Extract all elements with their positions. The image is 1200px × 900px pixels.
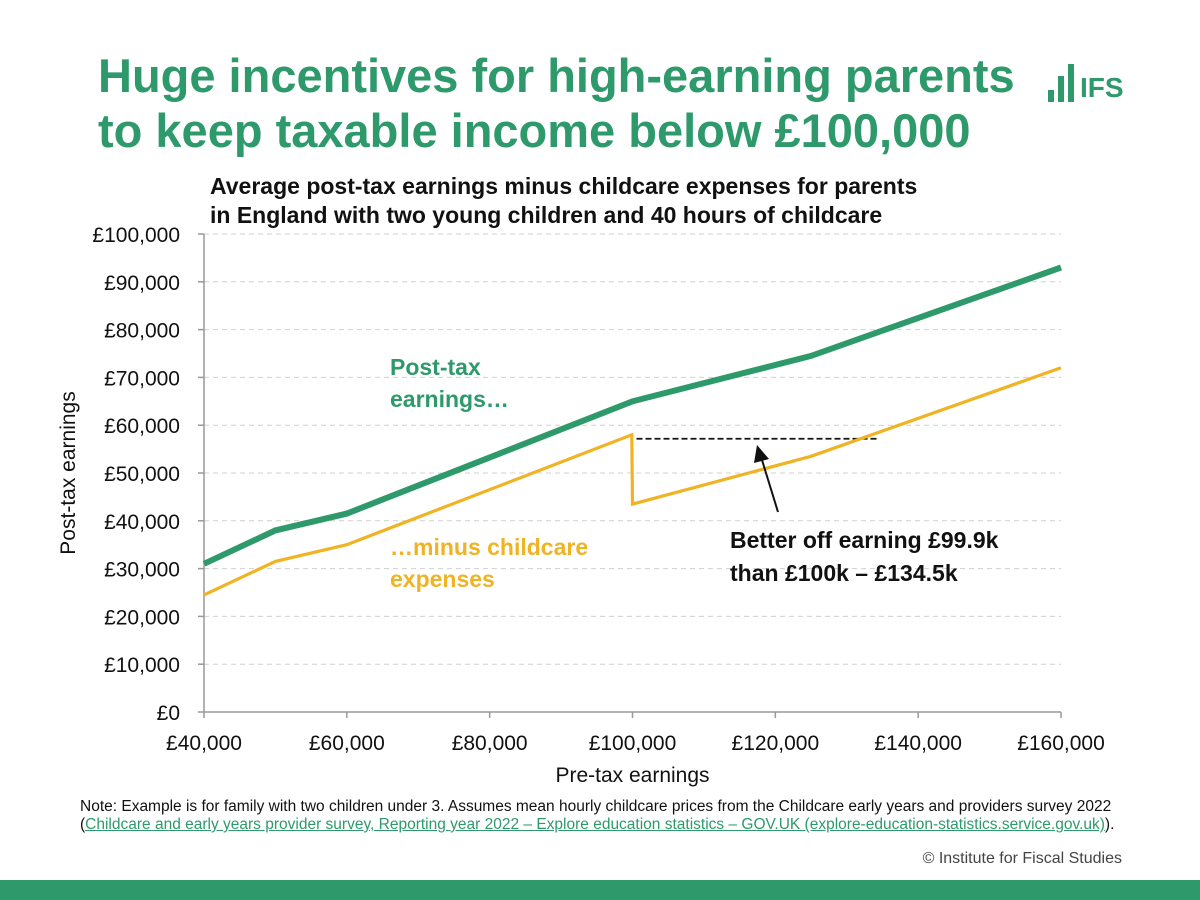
y-tick-label: £90,000 (104, 271, 180, 295)
footnote-source-link[interactable]: Childcare and early years provider survey, Reporting year 2022 – Explore education statistics – GOV.UK (explore-education-statistics.service.gov.uk) (85, 816, 1105, 833)
post-tax-series-label: Post-tax (390, 354, 481, 380)
y-tick-label: £20,000 (104, 606, 180, 630)
footnote-suffix: ). (1104, 816, 1115, 833)
x-tick-label: £140,000 (874, 732, 962, 755)
x-tick-label: £100,000 (588, 732, 677, 755)
y-tick-label: £70,000 (104, 367, 180, 391)
copyright-text: © Institute for Fiscal Studies (922, 850, 1122, 867)
x-tick-label: £60,000 (308, 732, 385, 755)
y-tick-label: £100,000 (92, 224, 180, 247)
x-tick-label: £160,000 (1017, 732, 1105, 755)
y-tick-label: £10,000 (104, 654, 180, 678)
post-tax-series-label: earnings… (390, 386, 509, 412)
page-title-line-2: to keep taxable income below £100,000 (98, 104, 971, 157)
y-tick-label: £30,000 (104, 558, 180, 582)
chart-title-line-2: in England with two young children and 40 hours of childcare (210, 202, 883, 228)
y-tick-label: £0 (156, 702, 180, 725)
y-tick-label: £60,000 (104, 415, 180, 439)
chart-title-line-1: Average post-tax earnings minus childcare expenses for parents (210, 173, 918, 199)
footer-bar (0, 880, 1200, 900)
x-tick-label: £40,000 (166, 732, 242, 755)
childcare-series-label: expenses (390, 566, 495, 592)
footnote-text: Note: Example is for family with two children under 3. Assumes mean hourly childcare prices from the Childcare early years and providers survey 2022 ( (80, 798, 1112, 833)
y-tick-label: £40,000 (104, 510, 180, 534)
x-axis-title: Pre-tax earnings (555, 764, 710, 787)
ifs-logo-text: IFS (1080, 72, 1124, 103)
post-tax-earnings-line (204, 268, 1061, 564)
x-tick-label: £80,000 (451, 732, 528, 755)
callout-label: Better off earning £99.9k (730, 527, 999, 553)
x-tick-label: £120,000 (731, 732, 820, 755)
page-title-line-1: Huge incentives for high-earning parents (98, 49, 1015, 102)
footnote (80, 798, 1130, 834)
y-tick-label: £80,000 (104, 319, 180, 343)
childcare-series-label: …minus childcare (390, 534, 589, 560)
callout-label: than £100k – £134.5k (730, 560, 958, 586)
y-axis-title: Post-tax earnings (57, 391, 80, 555)
callout-arrow-head (754, 445, 769, 463)
y-tick-label: £50,000 (104, 463, 180, 486)
